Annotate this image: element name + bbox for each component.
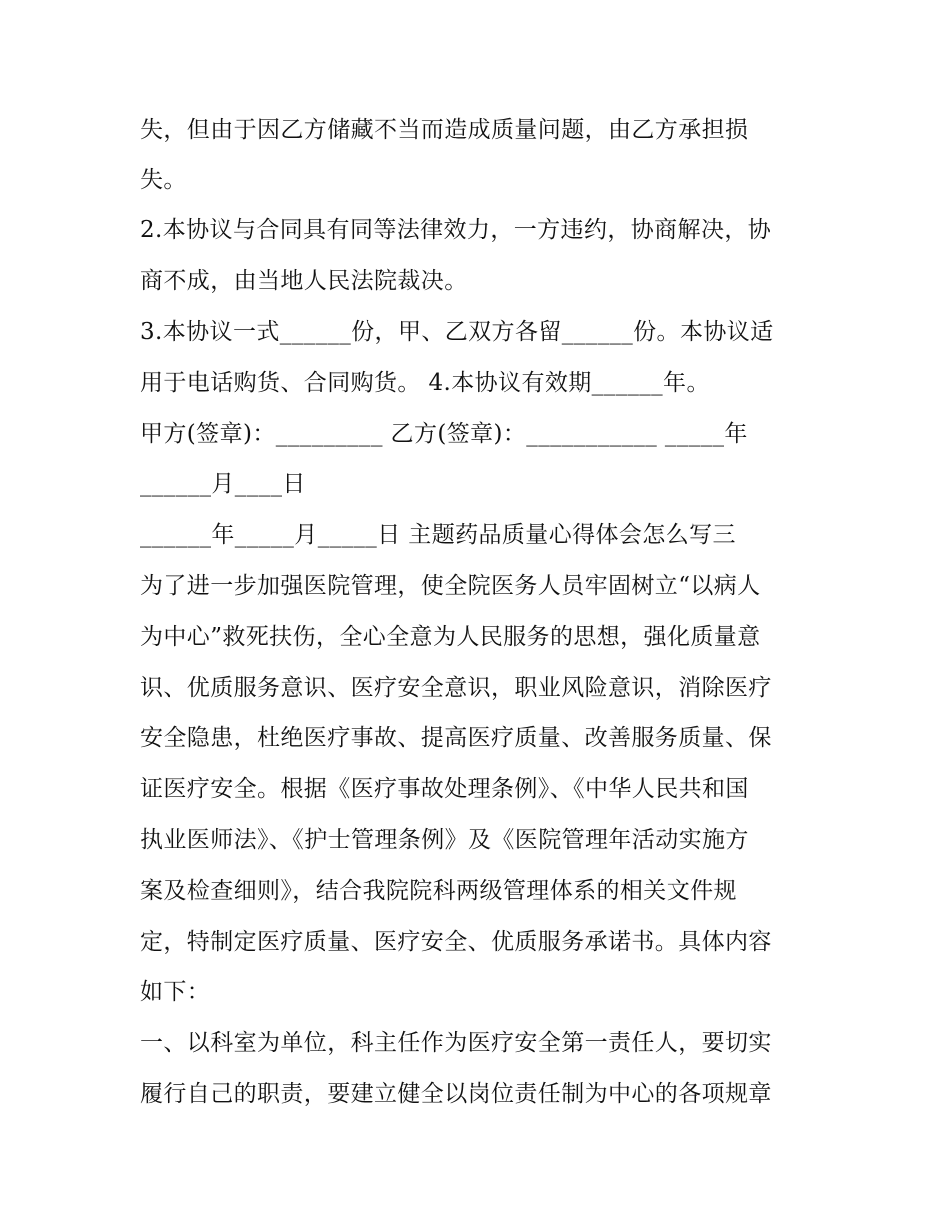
text-line: 履行自己的职责，要建立健全以岗位责任制为中心的各项规章	[140, 1081, 772, 1107]
text-line: 如下：	[140, 979, 211, 1005]
text-line: 用于电话购货、合同购货。 4.本协议有效期______年。	[140, 370, 710, 396]
signature-line: 甲方(签章)：_________ 乙方(签章)：___________ _____年	[140, 421, 748, 447]
date-title-line: ______年_____月_____日 主题药品质量心得体会怎么写三	[140, 522, 736, 548]
text-line: 失，但由于因乙方储藏不当而造成质量问题，由乙方承担损	[140, 117, 749, 143]
text-line: 一、以科室为单位，科主任作为医疗安全第一责任人，要切实	[140, 1030, 772, 1056]
text-line: 案及检查细则》，结合我院院科两级管理体系的相关文件规	[140, 878, 737, 904]
text-line: 2.本协议与合同具有同等法律效力，一方违约，协商解决，协	[140, 217, 772, 243]
text-line: 执业医师法》、《护士管理条例》及《医院管理年活动实施方	[140, 827, 749, 853]
text-line: 定，特制定医疗质量、医疗安全、优质服务承诺书。具体内容	[140, 929, 772, 955]
text-line: 安全隐患，杜绝医疗事故、提高医疗质量、改善服务质量、保	[140, 725, 772, 751]
text-line: 为了进一步加强医院管理，使全院医务人员牢固树立“以病人	[140, 573, 761, 599]
text-line: 3.本协议一式______份，甲、乙双方各留______份。本协议适	[140, 319, 774, 345]
text-line: 为中心”救死扶伤，全心全意为人民服务的思想，强化质量意	[140, 624, 761, 650]
text-line: 商不成，由当地人民法院裁决。	[140, 268, 468, 294]
date-line: ______月____日	[140, 471, 306, 497]
text-line: 证医疗安全。根据《医疗事故处理条例》、《中华人民共和国	[140, 776, 749, 802]
text-line: 识、优质服务意识、医疗安全意识，职业风险意识，消除医疗	[140, 675, 772, 701]
text-line: 失。	[140, 167, 187, 193]
